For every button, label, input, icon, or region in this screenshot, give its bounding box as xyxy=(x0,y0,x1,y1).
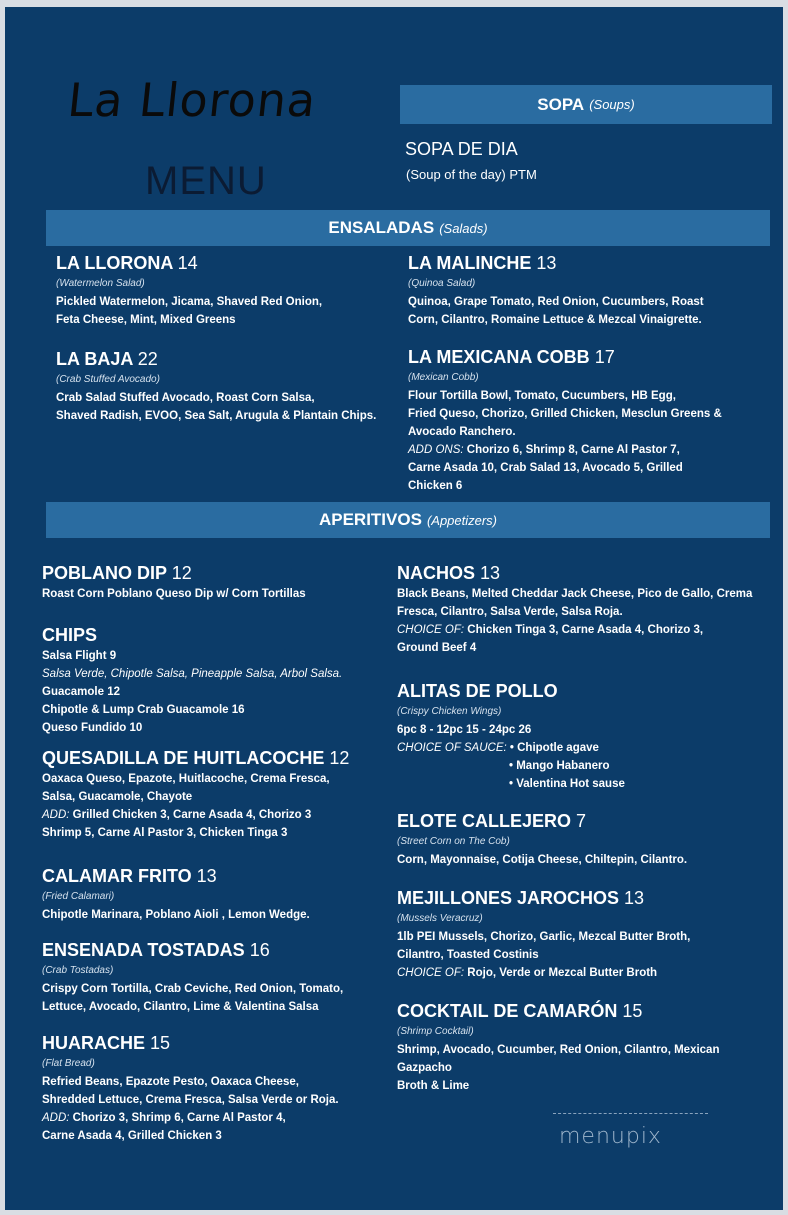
item-description-line xyxy=(397,739,625,757)
item-description-line: Roast Corn Poblano Queso Dip w/ Corn Tortillas xyxy=(42,588,306,600)
item-name: HUARACHE xyxy=(42,1033,145,1053)
line-text: Chorizo 3, Shrimp 6, Carne Al Pastor 4, xyxy=(69,1112,286,1124)
item-title xyxy=(397,561,752,585)
item-title xyxy=(56,347,376,371)
item-subtitle: (Flat Bread) xyxy=(42,1058,95,1069)
item-name: POBLANO DIP xyxy=(42,563,167,583)
sopa-banner xyxy=(400,85,772,124)
item-description-line: Shrimp 5, Carne Al Pastor 3, Chicken Tinga 3 xyxy=(42,827,288,839)
item-description-line xyxy=(397,621,752,639)
sopa-item-name: SOPA DE DIA xyxy=(405,139,518,159)
item-description-line: Chipotle Marinara, Poblano Aioli , Lemon Wedge. xyxy=(42,909,310,921)
item-description-line: Shaved Radish, EVOO, Sea Salt, Arugula & Plantain Chips. xyxy=(56,410,377,422)
item-description-line: Fried Queso, Chorizo, Grilled Chicken, Mesclun Greens & xyxy=(408,408,722,420)
item-description-line: Black Beans, Melted Cheddar Jack Cheese, Pico de Gallo, Crema xyxy=(397,588,753,600)
item-title xyxy=(42,561,306,585)
sopa-item-desc: (Soup of the day) PTM xyxy=(406,167,537,182)
item-price: 15 xyxy=(150,1033,171,1053)
item-price: 13 xyxy=(196,866,217,886)
item-name: COCKTAIL DE CAMARÓN xyxy=(397,1001,618,1021)
menu-item xyxy=(408,251,704,329)
item-name: LA LLORONA xyxy=(56,253,173,273)
item-title xyxy=(42,1031,339,1055)
menu-item xyxy=(42,938,343,1016)
item-subtitle: (Street Corn on The Cob) xyxy=(397,836,510,847)
item-description-line: Oaxaca Queso, Epazote, Huitlacoche, Crema Fresca, xyxy=(42,773,330,785)
item-description-line: Guacamole 12 xyxy=(42,686,120,698)
line-prefix: CHOICE OF SAUCE: xyxy=(397,742,507,754)
item-description-line: Crab Salad Stuffed Avocado, Roast Corn Salsa, xyxy=(56,392,315,404)
menu-item xyxy=(397,886,690,982)
item-description-line: Shrimp, Avocado, Cucumber, Red Onion, Cilantro, Mexican xyxy=(397,1044,720,1056)
item-description-line: Avocado Ranchero. xyxy=(408,426,516,438)
item-description-line: • Mango Habanero xyxy=(509,760,610,772)
item-subtitle: (Crispy Chicken Wings) xyxy=(397,706,502,717)
item-description-line: Feta Cheese, Mint, Mixed Greens xyxy=(56,314,236,326)
item-description-line: Carne Asada 10, Crab Salad 13, Avocado 5, Grilled xyxy=(408,462,683,474)
item-subtitle: (Mussels Veracruz) xyxy=(397,913,483,924)
item-subtitle: (Mexican Cobb) xyxy=(408,372,479,383)
item-title xyxy=(42,623,342,647)
item-title xyxy=(56,251,322,275)
item-name: ALITAS DE POLLO xyxy=(397,681,558,701)
menu-item xyxy=(42,746,349,842)
item-title xyxy=(397,999,719,1023)
item-title xyxy=(397,679,625,703)
item-description-line xyxy=(42,806,349,824)
item-title xyxy=(397,886,690,910)
menu-item xyxy=(56,347,376,425)
banner-subtitle: (Appetizers) xyxy=(426,512,498,528)
item-name: LA BAJA xyxy=(56,349,133,369)
item-subtitle: (Crab Tostadas) xyxy=(42,965,114,976)
item-description-line: Crispy Corn Tortilla, Crab Ceviche, Red Onion, Tomato, xyxy=(42,983,344,995)
item-description-line: Carne Asada 4, Grilled Chicken 3 xyxy=(42,1130,222,1142)
item-description-line: Quinoa, Grape Tomato, Red Onion, Cucumbers, Roast xyxy=(408,296,704,308)
item-description-line: Refried Beans, Epazote Pesto, Oaxaca Cheese, xyxy=(42,1076,299,1088)
item-description-line: 6pc 8 - 12pc 15 - 24pc 26 xyxy=(397,724,532,736)
item-price: 13 xyxy=(624,888,645,908)
menu-page xyxy=(5,7,783,1210)
ensaladas-banner xyxy=(46,210,770,246)
item-description-line xyxy=(408,441,722,459)
item-title xyxy=(42,938,343,962)
item-price: 13 xyxy=(536,253,557,273)
item-description-line xyxy=(397,964,690,982)
line-prefix: CHOICE OF: xyxy=(397,967,465,979)
item-price: 12 xyxy=(329,748,350,768)
line-prefix: CHOICE OF: xyxy=(397,624,465,636)
item-description-line: Salsa, Guacamole, Chayote xyxy=(42,791,193,803)
item-name: NACHOS xyxy=(397,563,476,583)
item-description-line: Chicken 6 xyxy=(408,480,463,492)
menu-item xyxy=(42,864,310,924)
item-description-line: Broth & Lime xyxy=(397,1080,470,1092)
item-description-line: Shredded Lettuce, Crema Fresca, Salsa Verde or Roja. xyxy=(42,1094,339,1106)
item-description-line: Lettuce, Avocado, Cilantro, Lime & Valentina Salsa xyxy=(42,1001,319,1013)
menu-item xyxy=(397,561,752,657)
item-name: MEJILLONES JAROCHOS xyxy=(397,888,620,908)
item-subtitle: (Crab Stuffed Avocado) xyxy=(56,374,160,385)
aperitivos-banner xyxy=(46,502,770,538)
item-price: 17 xyxy=(594,347,615,367)
item-name: CALAMAR FRITO xyxy=(42,866,192,886)
line-text: Chorizo 6, Shrimp 8, Carne Al Pastor 7, xyxy=(463,444,680,456)
item-description-line: Gazpacho xyxy=(397,1062,452,1074)
item-name: CHIPS xyxy=(42,625,98,645)
menu-item xyxy=(397,999,719,1095)
menupix-watermark: menupix xyxy=(553,1113,708,1163)
item-description-line: 1lb PEI Mussels, Chorizo, Garlic, Mezcal Butter Broth, xyxy=(397,931,691,943)
item-name: ENSENADA TOSTADAS xyxy=(42,940,245,960)
item-title xyxy=(408,345,722,369)
line-text: • Chipotle agave xyxy=(506,742,599,754)
item-name: QUESADILLA DE HUITLACOCHE xyxy=(42,748,325,768)
item-description-line: Chipotle & Lump Crab Guacamole 16 xyxy=(42,704,245,716)
item-price: 12 xyxy=(171,563,192,583)
item-description-line: Cilantro, Toasted Costinis xyxy=(397,949,539,961)
menu-item xyxy=(408,345,722,495)
line-text: Chicken Tinga 3, Carne Asada 4, Chorizo 3, xyxy=(464,624,704,636)
menu-item xyxy=(397,679,625,793)
banner-title: ENSALADAS xyxy=(328,218,435,237)
menu-item xyxy=(397,809,687,869)
banner-title: APERITIVOS xyxy=(318,510,422,529)
banner-subtitle: (Soups) xyxy=(589,97,635,112)
item-title xyxy=(397,809,687,833)
menu-item xyxy=(56,251,322,329)
item-price: 16 xyxy=(249,940,270,960)
item-name: ELOTE CALLEJERO xyxy=(397,811,572,831)
item-name: LA MEXICANA COBB xyxy=(408,347,590,367)
item-subtitle: (Watermelon Salad) xyxy=(56,278,145,289)
menu-item xyxy=(42,561,306,603)
menu-item xyxy=(42,1031,339,1145)
item-title xyxy=(42,864,310,888)
item-subtitle: (Fried Calamari) xyxy=(42,891,115,902)
item-description-line xyxy=(42,1109,339,1127)
item-subtitle: (Quinoa Salad) xyxy=(408,278,476,289)
item-description-line: Corn, Mayonnaise, Cotija Cheese, Chiltepin, Cilantro. xyxy=(397,854,688,866)
menu-heading: MENU xyxy=(145,159,267,203)
item-description-line: Salsa Flight 9 xyxy=(42,650,117,662)
item-title xyxy=(42,746,349,770)
restaurant-logo: La Llorona xyxy=(65,73,320,127)
item-description-line: Fresca, Cilantro, Salsa Verde, Salsa Roja. xyxy=(397,606,623,618)
item-price: 15 xyxy=(622,1001,643,1021)
item-description-line: Flour Tortilla Bowl, Tomato, Cucumbers, HB Egg, xyxy=(408,390,676,402)
menu-item xyxy=(42,623,342,737)
item-name: LA MALINCHE xyxy=(408,253,532,273)
banner-title: SOPA xyxy=(537,94,585,114)
item-subtitle: (Shrimp Cocktail) xyxy=(397,1026,474,1037)
item-description-line: Queso Fundido 10 xyxy=(42,722,143,734)
item-description-line: Corn, Cilantro, Romaine Lettuce & Mezcal Vinaigrette. xyxy=(408,314,702,326)
item-price: 7 xyxy=(576,811,587,831)
item-description-line: Pickled Watermelon, Jicama, Shaved Red Onion, xyxy=(56,296,323,308)
line-text: Grilled Chicken 3, Carne Asada 4, Chorizo 3 xyxy=(69,809,312,821)
item-price: 22 xyxy=(137,349,158,369)
line-prefix: ADD: xyxy=(42,1112,70,1124)
item-title xyxy=(408,251,704,275)
item-price: 13 xyxy=(480,563,501,583)
item-price: 14 xyxy=(177,253,198,273)
line-prefix: ADD ONS: xyxy=(408,444,464,456)
line-text: Rojo, Verde or Mezcal Butter Broth xyxy=(464,967,658,979)
line-prefix: ADD: xyxy=(42,809,70,821)
item-description-line: • Valentina Hot sause xyxy=(509,778,625,790)
item-description-line: Ground Beef 4 xyxy=(397,642,477,654)
item-description-line: Salsa Verde, Chipotle Salsa, Pineapple Salsa, Arbol Salsa. xyxy=(42,668,343,680)
banner-subtitle: (Salads) xyxy=(439,220,488,236)
